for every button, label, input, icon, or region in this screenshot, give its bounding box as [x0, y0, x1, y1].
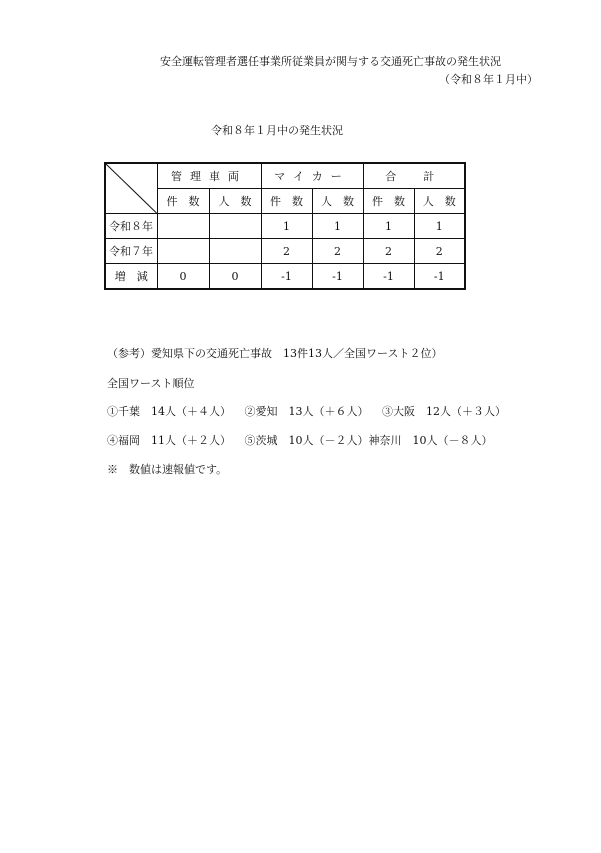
table-cell: 0 [209, 264, 261, 290]
table-cell: 0 [157, 264, 209, 290]
footnote: ※ 数値は速報値です。 [107, 463, 228, 476]
table-cell: 2 [312, 239, 363, 264]
ranking-line-1 [107, 403, 516, 419]
accident-stats-table [104, 162, 466, 290]
table-cell: -1 [414, 264, 465, 290]
subheader-cell: 人 数 [312, 189, 363, 214]
subheader-cell: 件 数 [157, 189, 209, 214]
table-cell [157, 239, 209, 264]
row-label: 令和７年 [105, 239, 157, 264]
table-cell [209, 214, 261, 239]
group-header-mycar: マイカー [261, 163, 363, 189]
table-row [105, 264, 465, 290]
ranking-item: ②愛知 13人（＋６人） [244, 405, 369, 418]
group-header-total: 合 計 [363, 163, 465, 189]
table-corner-cell [105, 163, 157, 214]
subheader-cell: 人 数 [209, 189, 261, 214]
table-cell: -1 [261, 264, 312, 290]
document-period: （令和８年１月中） [439, 73, 538, 86]
ranking-item: ③大阪 12人（＋３人） [382, 405, 506, 418]
table-cell: 2 [261, 239, 312, 264]
table-cell: 1 [414, 214, 465, 239]
subheader-cell: 件 数 [363, 189, 414, 214]
table-group-header-row [105, 163, 465, 189]
ranking-item: ④福岡 11人（＋２人） [107, 434, 231, 447]
table-cell [209, 239, 261, 264]
table-subheader-row [105, 189, 465, 214]
table-cell: -1 [312, 264, 363, 290]
document-title: 安全運転管理者選任事業所従業員が関与する交通死亡事故の発生状況 [160, 55, 501, 68]
row-label: 増 減 [105, 264, 157, 290]
table-cell: 1 [363, 214, 414, 239]
row-label: 令和８年 [105, 214, 157, 239]
table-cell [157, 214, 209, 239]
table-cell: 2 [414, 239, 465, 264]
reference-line: （参考）愛知県下の交通死亡事故 13件13人／全国ワースト２位） [107, 347, 443, 360]
table-title: 令和８年１月中の発生状況 [211, 124, 343, 137]
table-row [105, 239, 465, 264]
subheader-cell: 件 数 [261, 189, 312, 214]
table-row [105, 214, 465, 239]
table-cell: -1 [363, 264, 414, 290]
ranking-title: 全国ワースト順位 [107, 377, 195, 390]
table-cell: 1 [312, 214, 363, 239]
table-cell: 2 [363, 239, 414, 264]
ranking-item: ①千葉 14人（＋４人） [107, 405, 231, 418]
ranking-item: ⑤茨城 10人（－２人）神奈川 10人（－８人） [244, 434, 493, 447]
subheader-cell: 人 数 [414, 189, 465, 214]
diagonal-line [106, 164, 157, 213]
group-header-kanri: 管理車両 [157, 163, 261, 189]
table-cell: 1 [261, 214, 312, 239]
ranking-line-2 [107, 432, 503, 448]
